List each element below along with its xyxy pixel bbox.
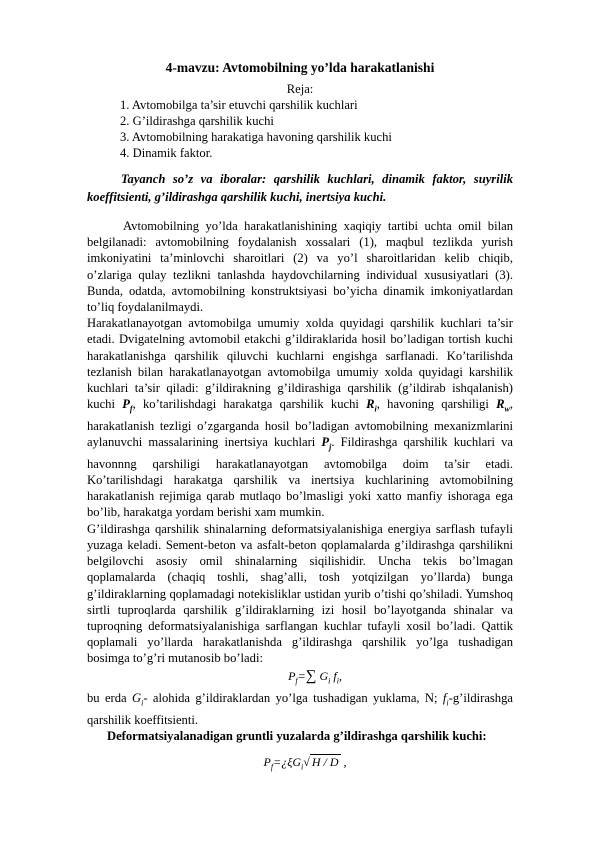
plan-item: 3. Avtomobilning harakatiga havoning qarshilik kuchi	[120, 130, 392, 144]
formula-sub: i	[336, 675, 339, 685]
symbol-sub: i	[374, 404, 377, 414]
sqrt-symbol: √	[303, 754, 310, 769]
formula-punct: ,	[338, 668, 342, 683]
text-run: , ko’tarilishdagi harakatga qarshilik kuchi	[132, 397, 367, 412]
paragraph-rolling-resistance: G’ildirashga qarshilik shinalarning deformatsiyalanishiga energiya sarflash tufayli yuzaga keladi. Sement-beton va asfalt-beton qoplamalarda g’ildirashga qarshilikni belgilovchi asosiy omil shinalarning siqilishidir. Uncha tekis bo’lmagan qoplamalarda (chaqiq toshli, shag’alli, tosh yotqizilgan yo’llarda) bunga g’ildiraklarning qoplamadagi notekisliklar ustidan yurib o’tishi qo’shiladi. Yumshoq sirtli tuproqlarda qarshilik g’ildiraklarning izi hosil bo’layotganda shinalar va tuproqning deformatsiyalanishiga sarflangan kuchlar tufayli xosil bo’ladi. Qattik qoplamali yo’llarda harakatlanishda g’ildirashga qarshilik yo’lga tushadigan bosimga to’g’ri mutanosib bo’ladi:	[87, 521, 513, 666]
keywords-paragraph: Tayanch so’z va iboralar: qarshilik kuchlari, dinamik faktor, suyrilik koeffitsienti, g’ildirashga qarshilik kuchi, inertsiya kuchi.	[87, 172, 513, 204]
symbol-sub: i	[141, 698, 144, 708]
plan-item: 4. Dinamik faktor.	[120, 146, 213, 160]
formula-operator: =	[297, 668, 306, 683]
paragraph-resistance-forces	[87, 315, 513, 520]
formula-symbol: G	[319, 668, 329, 683]
formula-radicand: H / D	[311, 754, 339, 769]
formula-punct: ,	[340, 754, 347, 769]
text-run: Harakatlanayotgan avtomobilga umumiy xolda quyidagi qarshilik kuchlari ta’sir etadi. Dvigatelning avtomobil etakchi g’ildiraklarida hosil bo’ladigan tortish kuchi harakatlanishga qarshilik qiluvchi kuchlarni engishga sarflanadi. Ko’tarilishda tezlanish bilan harakatlanayotgan avtomobilga umumiy xolda quyidagi karshilik kuchlari ta’sir qiladi: g’ildirakning g’ildirashiga qarshilik (g’ildirab ishqalanish) kuchi	[87, 316, 513, 412]
symbol-pj: P	[321, 435, 330, 450]
plan-list	[120, 97, 513, 161]
symbol-sub: f	[129, 404, 133, 414]
paragraph-definitions	[87, 690, 513, 728]
symbol-sub: i	[446, 698, 449, 708]
formula-sub: f	[270, 762, 274, 772]
formula-symbol: P	[288, 668, 296, 683]
text-run: - alohida g’ildiraklardan yo’lga tushadigan yuklama, N;	[143, 690, 443, 705]
formula-sub: i	[328, 675, 331, 685]
symbol-rw: R	[496, 397, 505, 412]
plan-label: Reja:	[286, 82, 314, 96]
text-run: bu erda	[87, 690, 133, 705]
symbol-sub: j	[329, 442, 332, 452]
symbol-pf: P	[122, 397, 130, 412]
plan-item: 1. Avtomobilga ta’sir etuvchi qarshilik kuchlari	[120, 98, 358, 112]
symbol-sub: w	[504, 404, 510, 414]
formula-symbol: ¿ξ	[281, 754, 293, 769]
formula-soft-ground	[87, 753, 513, 776]
text-run: , harakatlanish tezligi o’zgarganda hosil bo’ladigan avtomobilning mexanizmlarini aylanuvchi massalarining inertsiya kuchlari	[87, 397, 513, 450]
page-title: 4-mavzu: Avtomobilning yo’lda harakatlanishi	[165, 60, 435, 75]
sum-symbol: ∑	[305, 667, 317, 684]
formula-symbol: G	[292, 754, 301, 769]
formula-symbol: f	[333, 668, 337, 683]
section-heading: Deformatsiyalanadigan gruntli yuzalarda g’ildirashga qarshilik kuchi:	[107, 728, 487, 743]
formula-sub: i	[301, 762, 304, 772]
symbol-fi: f	[442, 690, 447, 705]
formula-rolling-resistance	[87, 667, 513, 690]
text-run: , havoning qarshiligi	[376, 397, 497, 412]
symbol-ri: R	[366, 397, 375, 412]
plan-item: 2. G’ildirashga qarshilik kuchi	[120, 114, 274, 128]
text-run: . Fildirashga qarshilik kuchlari va havonnng qarshiligi harakatlanayotgan avtomobilga doim ta’sir etadi. Ko’tarilishdagi harakatga qarshilik va inertsiya kuchlarining avtomobilning harakatlanish rejimiga qarab mutlaqo bo’lmasligi yoki xatto manfiy ishoraga ega bo’lib, harakatga yordam berishi xam mumkin.	[87, 435, 513, 520]
formula-symbol: P	[263, 754, 271, 769]
symbol-gi: G	[132, 690, 142, 705]
paragraph-intro: Avtomobilning yo’lda harakatlanishining xaqiqiy tartibi uchta omil bilan belgilanadi: avtomobilning foydalanish xossalari (1), maqbul tezlikda yurish imkoniyatini ta’minlovchi sharoitlari (2) va yo’l sharoitlaridan kelib chiqib, o’zlariga qulay tezlikni tanlashda haydovchilarning individual xususiyatlari (3). Bunda, odatda, avtomobilning konstruktsiyasi bo’yicha dinamik imkoniyatlardan to’liq foydalanilmaydi.	[87, 219, 513, 315]
formula-sub: f	[295, 675, 298, 685]
text-run: -g’ildirashga qarshilik koeffitsienti.	[87, 690, 513, 727]
document-page	[87, 60, 513, 776]
formula-operator: =	[273, 754, 282, 769]
